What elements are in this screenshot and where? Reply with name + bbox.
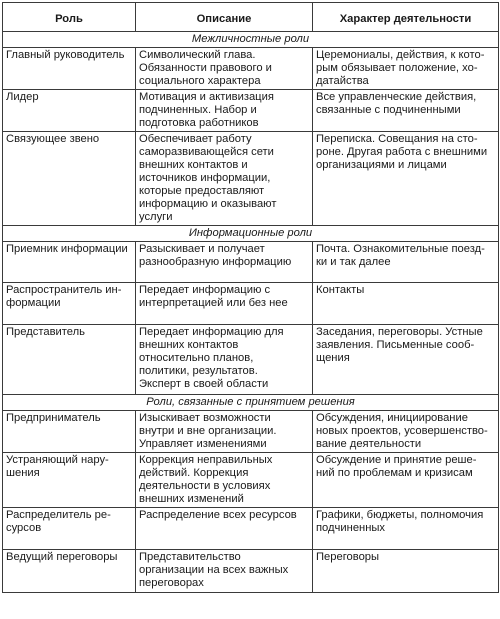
role-cell: Предприниматель: [3, 411, 136, 453]
section-row: [3, 32, 499, 48]
activity-cell: Обсуждение и принятие реше- ний по проблемам и кризисам: [313, 453, 499, 508]
description-cell: Мотивация и активизация подчиненных. Набор и подготовка работников: [136, 90, 313, 132]
header-activity: Характер деятельности: [313, 3, 499, 32]
activity-cell: Церемониалы, действия, к кото- рым обязывает положение, хо- датайства: [313, 48, 499, 90]
activity-cell: Обсуждения, инициирование новых проектов, усовершенство- вание деятельности: [313, 411, 499, 453]
role-cell: Связующее звено: [3, 132, 136, 226]
activity-cell: Почта. Ознакомительные поезд- ки и так далее: [313, 242, 499, 283]
table-row: [3, 508, 499, 550]
role-cell: Лидер: [3, 90, 136, 132]
section-title: Информационные роли: [3, 226, 499, 242]
description-cell: Распределение всех ресурсов: [136, 508, 313, 550]
description-cell: Передает информацию для внешних контактов относительно планов, политики, результатов. Эксперт в своей области: [136, 325, 313, 395]
activity-cell: Контакты: [313, 283, 499, 325]
description-cell: Представительство организации на всех важных переговорах: [136, 550, 313, 593]
description-cell: Символический глава. Обязанности правового и социального характера: [136, 48, 313, 90]
activity-cell: Переговоры: [313, 550, 499, 593]
role-cell: Приемник информации: [3, 242, 136, 283]
table-row: [3, 242, 499, 283]
table-row: [3, 550, 499, 593]
table-row: [3, 132, 499, 226]
section-title: Межличностные роли: [3, 32, 499, 48]
role-cell: Ведущий переговоры: [3, 550, 136, 593]
section-title: Роли, связанные с принятием решения: [3, 395, 499, 411]
activity-cell: Переписка. Совещания на сто- роне. Другая работа с внешними организациями и лицами: [313, 132, 499, 226]
table-row: [3, 90, 499, 132]
section-row: [3, 395, 499, 411]
description-cell: Передает информацию с интерпретацией или без нее: [136, 283, 313, 325]
role-cell: Распределитель ре- сурсов: [3, 508, 136, 550]
table-row: [3, 453, 499, 508]
description-cell: Обеспечивает работу саморазвивающейся сети внешних контактов и источников информации, которые предоставляют информацию и оказывают услуги: [136, 132, 313, 226]
activity-cell: Графики, бюджеты, полномочия подчиненных: [313, 508, 499, 550]
role-cell: Распространитель ин- формации: [3, 283, 136, 325]
table-row: [3, 325, 499, 395]
activity-cell: Все управленческие действия, связанные с подчиненными: [313, 90, 499, 132]
table-row: [3, 411, 499, 453]
section-row: [3, 226, 499, 242]
header-role: Роль: [3, 3, 136, 32]
table-row: [3, 48, 499, 90]
description-cell: Коррекция неправильных действий. Коррекция деятельности в условиях внешних изменений: [136, 453, 313, 508]
table-row: [3, 283, 499, 325]
description-cell: Изыскивает возможности внутри и вне организации. Управляет изменениями: [136, 411, 313, 453]
description-cell: Разыскивает и получает разнообразную информацию: [136, 242, 313, 283]
header-row: [3, 3, 499, 32]
header-description: Описание: [136, 3, 313, 32]
roles-table: [2, 2, 499, 593]
activity-cell: Заседания, переговоры. Устные заявления. Письменные сооб- щения: [313, 325, 499, 395]
role-cell: Устраняющий нару- шения: [3, 453, 136, 508]
role-cell: Представитель: [3, 325, 136, 395]
role-cell: Главный руководитель: [3, 48, 136, 90]
